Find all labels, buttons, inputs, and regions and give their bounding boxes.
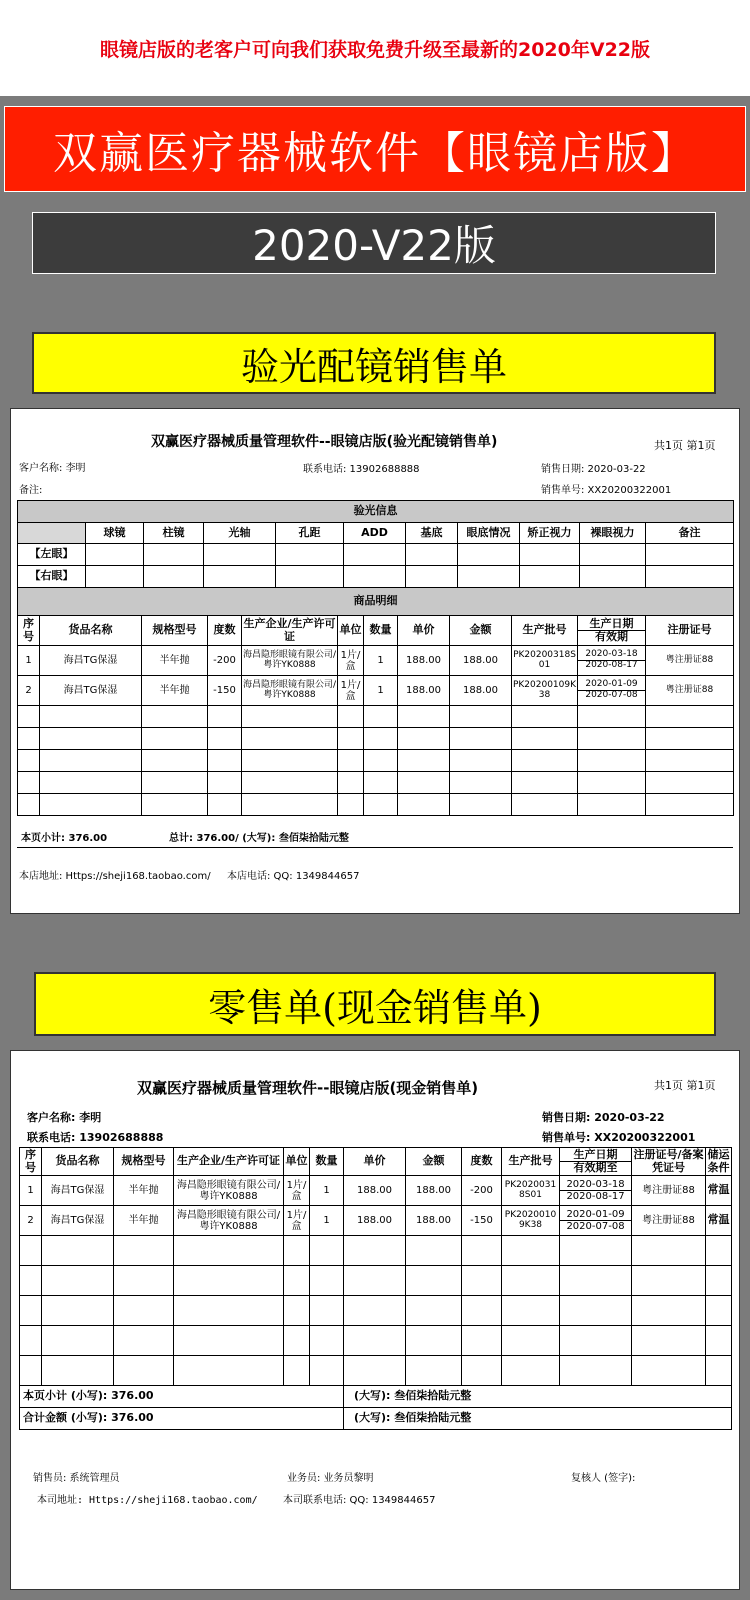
table-row xyxy=(18,646,734,676)
header-batch: 生产批号 xyxy=(512,616,578,646)
header-qty: 数量 xyxy=(310,1148,344,1176)
row-date: 2020-03-18 xyxy=(560,1179,631,1191)
page-count: 共1页 第1页 xyxy=(654,439,716,452)
header-valid: 有效期 xyxy=(595,630,628,643)
header-unit: 单位 xyxy=(284,1148,310,1176)
header-storage: 储运条件 xyxy=(707,1148,730,1174)
company-address: 本司地址: Https://sheji168.taobao.com/ xyxy=(37,1495,258,1506)
header-base: 基底 xyxy=(406,523,458,544)
contact-phone: 联系电话: 13902688888 xyxy=(27,1131,164,1144)
subtotal-small: 本页小计 (小写): 376.00 xyxy=(20,1386,344,1408)
header-price: 单价 xyxy=(344,1148,406,1176)
row-valid: 2020-08-17 xyxy=(585,660,638,670)
right-eye-label: 【右眼】 xyxy=(18,566,86,588)
row-qty: 1 xyxy=(364,646,398,676)
header-amount: 金额 xyxy=(406,1148,462,1176)
row-unit: 1片/盒 xyxy=(338,646,364,676)
row-batch: PK20200109K38 xyxy=(502,1206,560,1236)
row-price: 188.00 xyxy=(344,1176,406,1206)
reviewer: 复核人 (签字): xyxy=(571,1473,636,1484)
row-unit: 1片/盒 xyxy=(284,1206,310,1236)
sale-number: 销售单号: XX20200322001 xyxy=(542,1131,696,1144)
doc-title: 双赢医疗器械质量管理软件--眼镜店版(验光配镜销售单) xyxy=(151,434,498,450)
row-amount: 188.00 xyxy=(406,1176,462,1206)
header-fundus: 眼底情况 xyxy=(458,523,520,544)
row-no: 2 xyxy=(20,1206,42,1236)
section-title-optical: 验光配镜销售单 xyxy=(32,332,716,394)
header-valid: 有效期至 xyxy=(573,1161,618,1174)
grand-total: 总计: 376.00/ (大写): 叁佰柒拾陆元整 xyxy=(169,833,349,844)
contact-phone: 联系电话: 13902688888 xyxy=(303,464,420,475)
row-reg: 粤注册证88 xyxy=(646,646,734,676)
header-no: 序号 xyxy=(18,616,40,646)
header-axis: 光轴 xyxy=(204,523,276,544)
sale-date: 销售日期: 2020-03-22 xyxy=(541,464,646,475)
row-maker: 海昌隐形眼镜有限公司/粤许YK0888 xyxy=(242,646,338,676)
row-price: 188.00 xyxy=(398,676,450,706)
customer-name: 客户名称: 李明 xyxy=(27,1111,102,1124)
optical-table xyxy=(17,500,734,588)
header-pd: 孔距 xyxy=(276,523,344,544)
header-cylinder: 柱镜 xyxy=(144,523,204,544)
row-valid: 2020-07-08 xyxy=(585,690,638,700)
store-address: 本店地址: Https://sheji168.taobao.com/ xyxy=(19,871,211,882)
header-batch: 生产批号 xyxy=(502,1148,560,1176)
row-price: 188.00 xyxy=(344,1206,406,1236)
row-amount: 188.00 xyxy=(450,646,512,676)
header-sphere: 球镜 xyxy=(86,523,144,544)
header-qty: 数量 xyxy=(364,616,398,646)
row-valid: 2020-08-17 xyxy=(566,1191,625,1202)
retail-sales-document xyxy=(10,1050,740,1590)
table-row xyxy=(20,1206,732,1236)
row-spec: 半年抛 xyxy=(114,1176,174,1206)
company-phone: 本司联系电话: QQ: 1349844657 xyxy=(283,1495,436,1506)
promo-text: 眼镜店版的老客户可向我们获取免费升级至最新的2020年V22版 xyxy=(0,0,750,96)
page-subtotal: 本页小计: 376.00 xyxy=(21,833,108,844)
version-banner: 2020-V22版 xyxy=(32,212,716,274)
header-reg: 注册证号 xyxy=(646,616,734,646)
row-degree: -200 xyxy=(462,1176,502,1206)
goods-table xyxy=(17,587,734,816)
store-phone: 本店电话: QQ: 1349844657 xyxy=(227,871,360,882)
note: 备注: xyxy=(19,485,43,496)
row-batch: PK20200318S01 xyxy=(502,1176,560,1206)
optics-corner xyxy=(18,523,86,544)
row-name: 海昌TG保湿 xyxy=(40,646,142,676)
header-price: 单价 xyxy=(398,616,450,646)
optics-section-header: 验光信息 xyxy=(18,501,734,523)
header-date: 生产日期 xyxy=(578,618,645,631)
row-amount: 188.00 xyxy=(406,1206,462,1236)
header-degree: 度数 xyxy=(208,616,242,646)
row-amount: 188.00 xyxy=(450,676,512,706)
row-qty: 1 xyxy=(310,1206,344,1236)
row-valid: 2020-07-08 xyxy=(566,1221,625,1232)
header-degree: 度数 xyxy=(462,1148,502,1176)
row-name: 海昌TG保湿 xyxy=(42,1176,114,1206)
row-name: 海昌TG保湿 xyxy=(42,1206,114,1236)
row-maker: 海昌隐形眼镜有限公司/粤许YK0888 xyxy=(174,1206,284,1236)
doc-title: 双赢医疗器械质量管理软件--眼镜店版(现金销售单) xyxy=(137,1079,479,1097)
row-unit: 1片/盒 xyxy=(284,1176,310,1206)
customer-name: 客户名称: 李明 xyxy=(19,463,86,474)
header-naked: 裸眼视力 xyxy=(580,523,646,544)
sale-number: 销售单号: XX20200322001 xyxy=(541,485,672,496)
header-remarks: 备注 xyxy=(646,523,734,544)
row-name: 海昌TG保湿 xyxy=(40,676,142,706)
header-date: 生产日期 xyxy=(560,1149,631,1162)
row-reg: 粤注册证88 xyxy=(632,1206,706,1236)
row-unit: 1片/盒 xyxy=(338,676,364,706)
row-spec: 半年抛 xyxy=(142,646,208,676)
row-storage: 常温 xyxy=(706,1206,732,1236)
header-name: 货品名称 xyxy=(40,616,142,646)
row-no: 1 xyxy=(18,646,40,676)
row-reg: 粤注册证88 xyxy=(646,676,734,706)
table-row xyxy=(18,676,734,706)
row-price: 188.00 xyxy=(398,646,450,676)
header-no: 序号 xyxy=(20,1148,42,1176)
row-date: 2020-01-09 xyxy=(560,1209,631,1221)
row-qty: 1 xyxy=(364,676,398,706)
header-maker: 生产企业/生产许可证 xyxy=(242,616,338,646)
page-count: 共1页 第1页 xyxy=(654,1079,716,1092)
row-date: 2020-01-09 xyxy=(578,680,645,691)
header-maker: 生产企业/生产许可证 xyxy=(174,1148,284,1176)
section-title-retail: 零售单(现金销售单) xyxy=(34,972,716,1036)
seller: 销售员: 系统管理员 xyxy=(33,1473,120,1484)
optical-sales-document xyxy=(10,408,740,914)
header-unit: 单位 xyxy=(338,616,364,646)
header-corrected: 矫正视力 xyxy=(520,523,580,544)
row-maker: 海昌隐形眼镜有限公司/粤许YK0888 xyxy=(174,1176,284,1206)
row-reg: 粤注册证88 xyxy=(632,1176,706,1206)
header-add: ADD xyxy=(344,523,406,544)
header-spec: 规格型号 xyxy=(114,1148,174,1176)
row-batch: PK20200318S01 xyxy=(512,646,578,676)
row-degree: -150 xyxy=(208,676,242,706)
retail-table xyxy=(19,1147,732,1430)
row-spec: 半年抛 xyxy=(114,1206,174,1236)
product-banner: 双赢医疗器械软件【眼镜店版】 xyxy=(4,106,746,192)
row-batch: PK20200109K38 xyxy=(512,676,578,706)
header-spec: 规格型号 xyxy=(142,616,208,646)
subtotal-big: (大写): 叁佰柒拾陆元整 xyxy=(344,1386,732,1408)
row-date: 2020-03-18 xyxy=(578,650,645,661)
salesman: 业务员: 业务员黎明 xyxy=(287,1473,374,1484)
sale-date: 销售日期: 2020-03-22 xyxy=(542,1111,665,1124)
row-maker: 海昌隐形眼镜有限公司/粤许YK0888 xyxy=(242,676,338,706)
row-degree: -200 xyxy=(208,646,242,676)
row-no: 1 xyxy=(20,1176,42,1206)
row-spec: 半年抛 xyxy=(142,676,208,706)
row-degree: -150 xyxy=(462,1206,502,1236)
header-reg: 注册证号/备案凭证号 xyxy=(633,1148,704,1174)
row-qty: 1 xyxy=(310,1176,344,1206)
total-big: (大写): 叁佰柒拾陆元整 xyxy=(344,1408,732,1430)
header-name: 货品名称 xyxy=(42,1148,114,1176)
table-row xyxy=(20,1176,732,1206)
goods-section-header: 商品明细 xyxy=(18,588,734,616)
total-small: 合计金额 (小写): 376.00 xyxy=(20,1408,344,1430)
row-storage: 常温 xyxy=(706,1176,732,1206)
header-amount: 金额 xyxy=(450,616,512,646)
row-no: 2 xyxy=(18,676,40,706)
left-eye-label: 【左眼】 xyxy=(18,544,86,566)
